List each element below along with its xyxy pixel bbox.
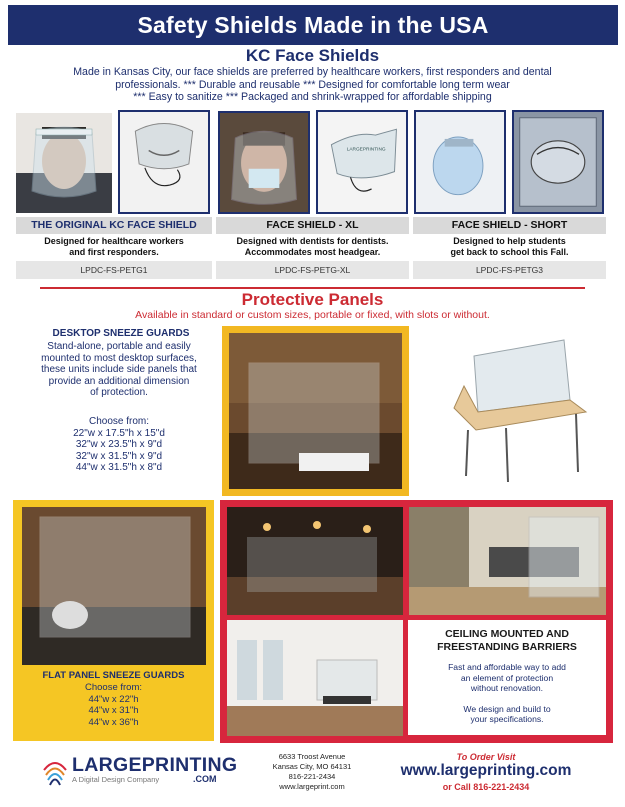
logo-dotcom: .COM: [193, 774, 217, 784]
photo-short-shield-packaged: [512, 110, 604, 214]
panels-section-title: Protective Panels: [241, 290, 384, 309]
product-sku-xl: LPDC-FS-PETG-XL: [216, 261, 409, 279]
photo-desk-with-guard: [446, 326, 596, 486]
flat-panel-title: FLAT PANEL SNEEZE GUARDS: [42, 670, 185, 681]
photo-xl-shield-product: [316, 110, 408, 214]
ceiling-barriers-body: [408, 662, 606, 725]
product-sku-short: LPDC-FS-PETG3: [413, 261, 606, 279]
page-banner: Safety Shields Made in the USA: [8, 5, 618, 45]
product-desc-line: Designed to help students: [453, 236, 566, 246]
kc-intro-line: *** Easy to sanitize *** Packaged and shrink-wrapped for affordable shipping: [133, 91, 492, 103]
product-desc-line: Designed with dentists for dentists.: [236, 236, 389, 246]
photo-flat-panel: [22, 507, 206, 665]
product-label-original: THE ORIGINAL KC FACE SHIELD: [16, 217, 212, 234]
desktop-guards-body: [16, 341, 222, 399]
photo-cafe-barrier: [227, 620, 403, 736]
photo-office-barrier: [409, 507, 606, 615]
svg-text:LARGEPRINTING: LARGEPRINTING: [346, 147, 386, 153]
body-line: provide an additional dimension: [48, 375, 190, 387]
body-line: Fast and affordable way to add: [448, 662, 566, 672]
body-line: an element of protection: [460, 672, 554, 683]
size-line: 22"w x 17.5"h x 15"d: [73, 427, 165, 439]
product-desc-line: and first responders.: [69, 247, 159, 257]
section-divider: [40, 287, 585, 289]
product-sku-original: LPDC-FS-PETG1: [16, 261, 212, 279]
size-line: 32"w x 31.5"h x 9"d: [75, 450, 163, 462]
flat-panel-sizes: [13, 682, 214, 728]
product-desc-line: get back to school this Fall.: [450, 247, 569, 257]
logo-wordmark: LARGEPRINTING: [72, 754, 238, 776]
product-desc-line: Designed for healthcare workers: [44, 236, 184, 246]
address-line: 6633 Troost Avenue: [278, 752, 346, 761]
address-line: 816-221-2434: [288, 772, 336, 781]
kc-intro-line: professionals. *** Durable and reusable *** Designed for comfortable long term wear: [115, 78, 510, 91]
photo-dentist-face-shield: [218, 111, 310, 214]
title-line: CEILING MOUNTED AND: [445, 628, 569, 640]
body-line: your specifications.: [470, 714, 544, 724]
photo-desktop-guard: [229, 333, 402, 489]
size-line: Choose from:: [84, 682, 143, 693]
logo-tagline: A Digital Design Company: [72, 775, 160, 784]
size-line: Choose from:: [88, 416, 150, 427]
photo-original-shield-product: [118, 110, 210, 214]
kc-intro: [12, 66, 613, 104]
product-label-short: FACE SHIELD - SHORT: [413, 217, 606, 234]
order-website-link[interactable]: www.largeprinting.com: [400, 762, 572, 779]
order-phone[interactable]: or Call 816-221-2434: [442, 782, 530, 792]
size-line: 44"w x 31.5"h x 8"d: [75, 462, 163, 473]
size-line: 44"w x 31"h: [88, 705, 139, 716]
desktop-guards-title: DESKTOP SNEEZE GUARDS: [52, 328, 190, 339]
photo-short-shield-product: [414, 110, 506, 214]
product-label-xl: FACE SHIELD - XL: [216, 217, 409, 234]
address-line[interactable]: www.largeprint.com: [279, 782, 345, 791]
company-address: [262, 752, 362, 792]
body-line: [408, 694, 606, 704]
body-line: of protection.: [90, 387, 148, 398]
product-desc-line: Accommodates most headgear.: [244, 247, 381, 257]
size-line: 44"w x 22"h: [88, 693, 139, 705]
kc-section-title: KC Face Shields: [245, 46, 380, 65]
photo-desktop-guard-frame: [222, 326, 409, 496]
ceiling-barriers-title: [408, 628, 606, 654]
order-prefix: To Order Visit: [456, 752, 516, 762]
body-line: Stand-alone, portable and easily: [47, 341, 191, 352]
photo-restaurant-barrier: [227, 507, 403, 615]
photo-man-face-shield: [16, 113, 112, 213]
body-line: mounted to most desktop surfaces,: [41, 352, 197, 364]
product-desc-original: [16, 236, 212, 258]
product-desc-xl: [216, 236, 409, 258]
desktop-sizes: [16, 416, 222, 474]
fingerprint-logo-icon: [40, 754, 70, 788]
address-line: Kansas City, MO 64131: [272, 762, 352, 771]
kc-intro-line: Made in Kansas City, our face shields are preferred by healthcare workers, first responders and dental: [73, 66, 552, 78]
size-line: 44"w x 36"h: [88, 716, 139, 728]
body-line: without renovation.: [470, 683, 544, 693]
title-line: FREESTANDING BARRIERS: [437, 641, 577, 653]
panels-subtitle: Available in standard or custom sizes, portable or fixed, with slots or without.: [135, 309, 490, 321]
size-line: 32"w x 23.5"h x 9"d: [75, 439, 163, 450]
body-line: We design and build to: [463, 703, 551, 714]
body-line: these units include side panels that: [41, 364, 197, 375]
product-desc-short: [413, 236, 606, 258]
